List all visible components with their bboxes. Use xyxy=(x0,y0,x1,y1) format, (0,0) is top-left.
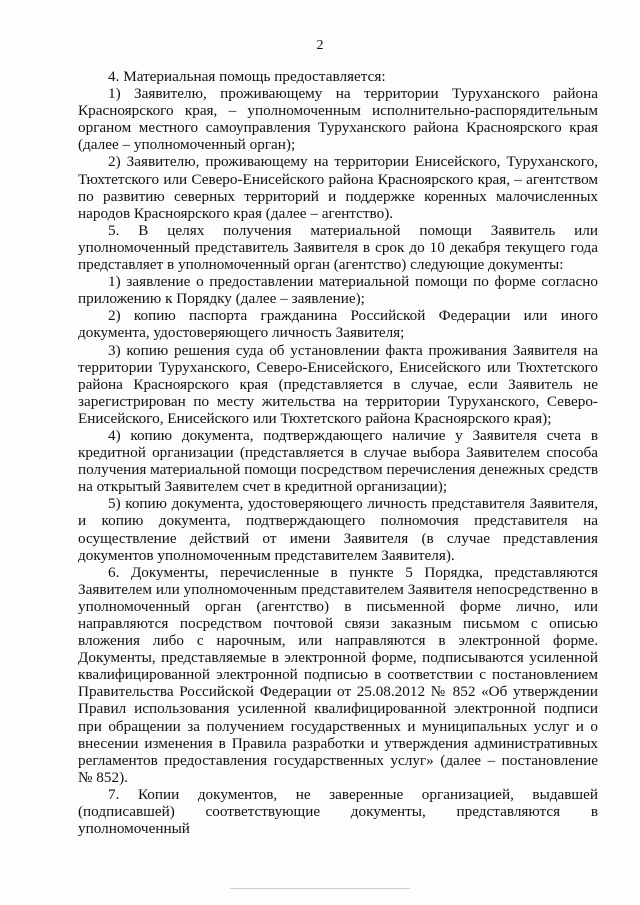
paragraph-5-heading: 5. В целях получения материальной помощи Заявитель или уполномоченный представитель Заявителя в срок до 10 декабря текущего года представляет в уполномоченный орган (агентство) следующие документы: xyxy=(78,221,598,274)
paragraph-4-item-1: 1) Заявителю, проживающему на территории Туруханского района Красноярского края, – уполномоченным исполнительно-распорядительным органом местного самоуправления Туруханского района Красноярского края (далее – уполномоченный орган); xyxy=(78,85,598,154)
paragraph-5-item-1: 1) заявление о предоставлении материальной помощи по форме согласно приложению к Порядку (далее – заявление); xyxy=(78,273,598,308)
paragraph-5-item-4: 4) копию документа, подтверждающего наличие у Заявителя счета в кредитной организации (представляется в случае выбора Заявителем способа получения материальной помощи посредством перечисления денежных средств на открытый Заявителем счет в кредитной организации); xyxy=(78,426,598,496)
paragraph-5-item-5: 5) копию документа, удостоверяющего личность представителя Заявителя, и копию документа, подтверждающего полномочия представителя на осуществление действий от имени Заявителя (в случае представления документов уполномоченным представителем Заявителя). xyxy=(78,495,598,564)
paragraph-4-heading: 4. Материальная помощь предоставляется: xyxy=(108,68,386,85)
paragraph-6: 6. Документы, перечисленные в пункте 5 Порядка, представляются Заявителем или уполномоченным представителем Заявителя непосредственно в уполномоченный орган (агентство) в письменной форме лично, или направляются посредством почтовой связи заказным письмом с описью вложения либо с нарочным, или направляются в электронной форме. Документы, представляемые в электронной форме, подписываются усиленной квалифицированной электронной подписью в соответствии с постановлением Правительства Российской Федерации от 25.08.2012 № 852 «Об утверждении Правил использования усиленной квалифицированной электронной подписи при обращении за получением государственных и муниципальных услуг и о внесении изменения в Правила разработки и утверждения административных регламентов предоставления государственных услуг» (далее – постановление № 852). xyxy=(78,563,598,786)
paragraph-4-item-2: 2) Заявителю, проживающему на территории Енисейского, Туруханского, Тюхтетского или Северо-Енисейского района Красноярского края, – агентством по развитию северных территорий и поддержке коренных малочисленных народов Красноярского края (далее – агентство). xyxy=(78,153,598,222)
page-number: 2 xyxy=(316,38,324,53)
paragraph-7: 7. Копии документов, не заверенные организацией, выдавшей (подписавшей) соответствующие документы, представляются в уполномоченный xyxy=(78,785,598,838)
scan-edge-line xyxy=(230,888,410,889)
paragraph-5-item-3: 3) копию решения суда об установлении факта проживания Заявителя на территории Туруханского, Северо-Енисейского, Енисейского или Тюхтетского района Красноярского края (представляется в случае, если Заявитель не зарегистрирован по месту жительства на территории Туруханского, Северо-Енисейского, Енисейского или Тюхтетского района Красноярского края); xyxy=(78,341,598,427)
paragraph-5-item-2: 2) копию паспорта гражданина Российской Федерации или иного документа, удостоверяющего личность Заявителя; xyxy=(78,307,598,342)
document-body xyxy=(78,68,598,837)
